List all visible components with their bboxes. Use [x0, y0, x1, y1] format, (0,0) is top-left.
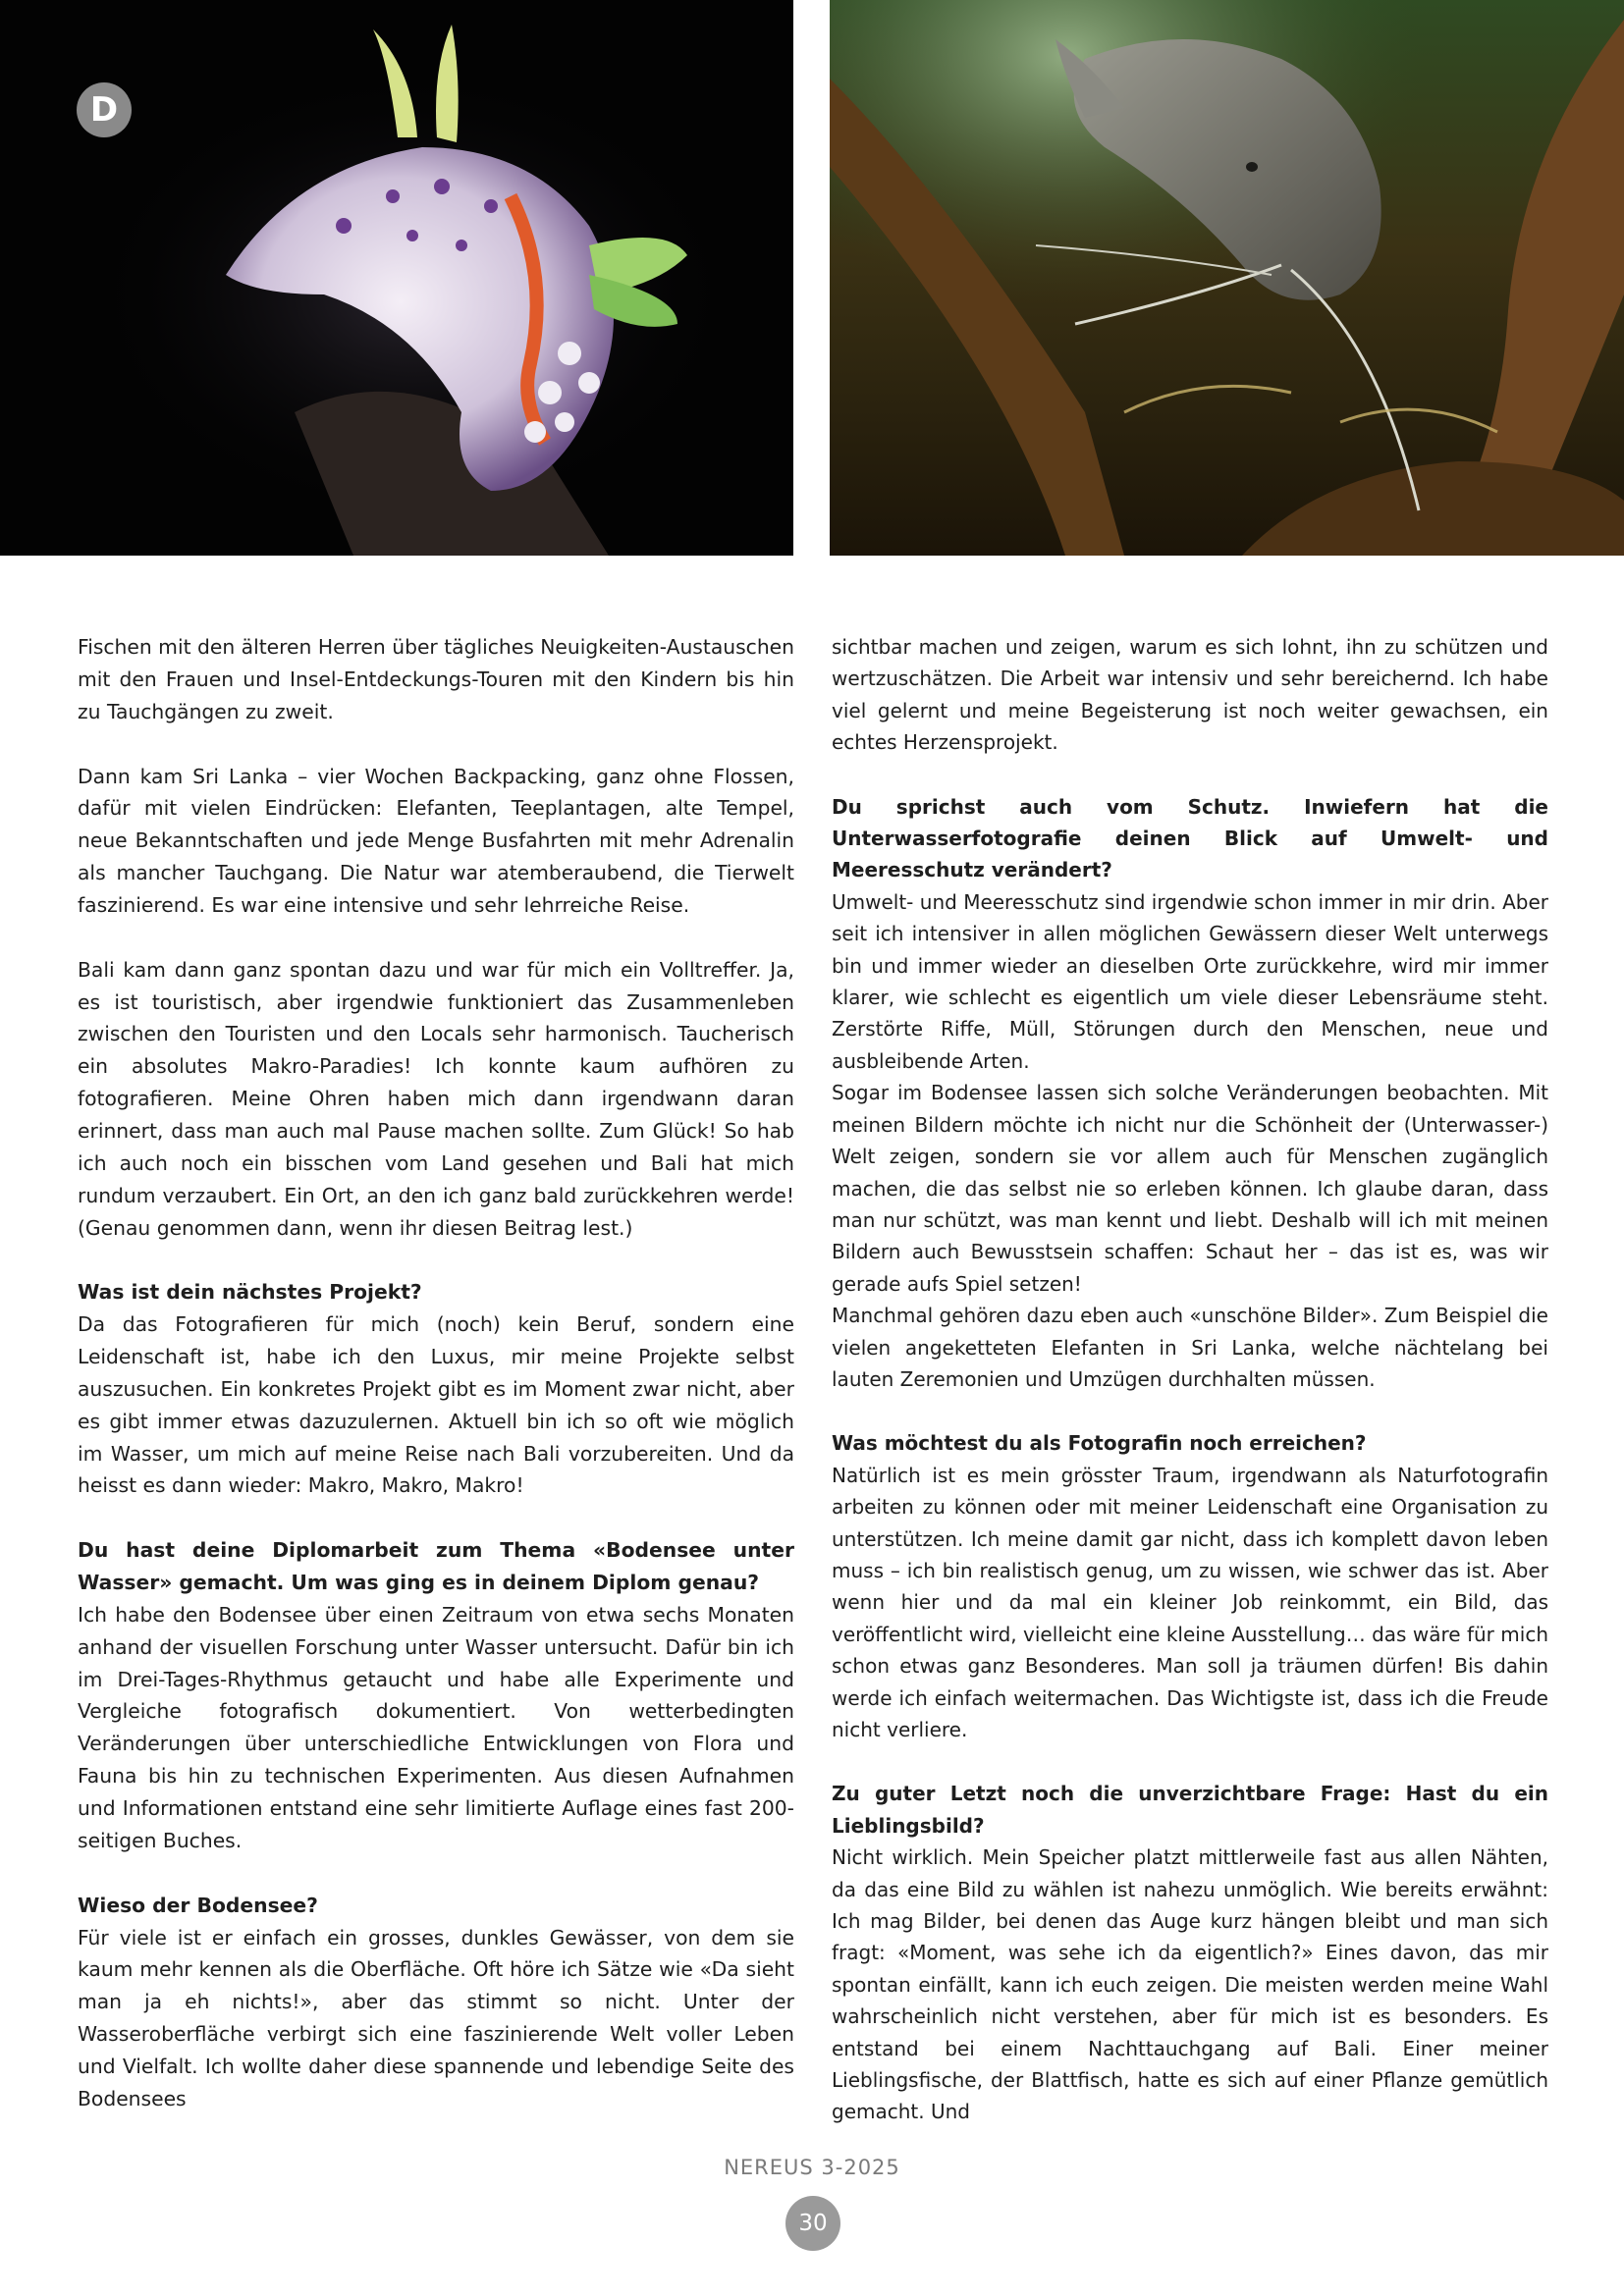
right-text-column [832, 631, 1548, 2128]
interview-answer: Da das Fotografieren für mich (noch) kein Beruf, sondern eine Leidenschaft ist, habe ich den Luxus, mir meine Projekte selbst auszusuchen. Ein konkretes Projekt gibt es im Moment zwar nicht, aber es gibt immer etwas dazuzulernen. Aktuell bin ich so oft wie möglich im Wasser, um mich auf meine Reise nach Bali vorzubereiten. Und da heisst es dann wieder: Makro, Makro, Makro! [78, 1312, 794, 1498]
catfish-photo [830, 0, 1624, 556]
section-badge: D [77, 82, 132, 137]
left-text-column [78, 631, 794, 2115]
nudibranch-photo [0, 0, 793, 556]
interview-answer-continued: Manchmal gehören dazu eben auch «unschöne Bilder». Zum Beispiel die vielen angeketteten Elefanten in Sri Lanka, welche nächtelang bei lauten Zeremonien und Umzügen durchhalten müssen. [832, 1304, 1548, 1391]
interview-question: Zu guter Letzt noch die unverzichtbare Frage: Hast du ein Lieblingsbild? [832, 1782, 1548, 1838]
body-paragraph: Bali kam dann ganz spontan dazu und war für mich ein Volltreffer. Ja, es ist touristisch, aber irgendwie funktioniert das Zusammenleben zwischen den Touristen und den Locals sehr harmonisch. Taucherisch ein absolutes Makro-Paradies! Ich konnte kaum aufhören zu fotografieren. Meine Ohren haben mich dann irgendwann daran erinnert, dass man auch mal Pause machen sollte. Zum Glück! So hab ich auch noch ein bisschen vom Land gesehen und Bali hat mich rundum verzaubert. Ein Ort, an den ich ganz bald zurückkehren werde! (Genau genommen dann, wenn ihr diesen Beitrag lest.) [78, 957, 794, 1240]
catfish-illustration [830, 0, 1624, 556]
interview-answer: Nicht wirklich. Mein Speicher platzt mittlerweile fast aus allen Nähten, da das eine Bild zu wählen ist nahezu unmöglich. Wie bereits erwähnt: Ich mag Bilder, bei denen das Auge kurz hängen bleibt und man sich fragt: «Moment, was sehe ich da eigentlich?» Eines davon, das mir spontan einfällt, kann ich euch zeigen. Die meisten werden meine Wahl wahrscheinlich nicht verstehen, aber für mich ist es besonders. Es entstand bei einem Nachttauchgang auf Bali. Einer meiner Lieblingsfische, der Blattfisch, hatte es sich auf einer Pflanze gemütlich gemacht. Und [832, 1845, 1548, 2124]
interview-question: Du hast deine Diplomarbeit zum Thema «Bodensee unter Wasser» gemacht. Um was ging es in deinem Diplom genau? [78, 1538, 794, 1595]
nudibranch-illustration [0, 0, 793, 556]
interview-question: Du sprichst auch vom Schutz. Inwiefern hat die Unterwasserfotografie deinen Blick auf Umwelt- und Meeresschutz verändert? [832, 794, 1548, 882]
interview-question: Was ist dein nächstes Projekt? [78, 1280, 422, 1305]
interview-block [78, 1276, 794, 1502]
page-number: 30 [785, 2196, 840, 2251]
interview-answer-continued: Sogar im Bodensee lassen sich solche Veränderungen beobachten. Mit meinen Bildern möchte ich nicht nur die Schönheit der (Unterwasser-) Welt zeigen, sondern sie vor allem auch für Menschen zugänglich machen, die das selbst nie so erleben können. Ich glaube daran, dass man nur schützt, was man kennt und liebt. Deshalb will ich mit meinen Bildern auch Bewusstsein schaffen: Schaut her – das ist es, was wir gerade aufs Spiel setzen! [832, 1081, 1548, 1296]
interview-answer: Ich habe den Bodensee über einen Zeitraum von etwa sechs Monaten anhand der visuellen Forschung unter Wasser untersucht. Dafür bin ich im Drei-Tages-Rhythmus getaucht und habe alle Experimente und Vergleiche fotografisch dokumentiert. Von wetterbedingten Veränderungen über unterschiedliche Entwicklungen von Flora und Fauna bis hin zu technischen Experimenten. Aus diesen Aufnahmen und Informationen entstand eine sehr limitierte Auflage eines fast 200-seitigen Buches. [78, 1602, 794, 1852]
body-paragraph: Dann kam Sri Lanka – vier Wochen Backpacking, ganz ohne Flossen, dafür mit vielen Eindrücken: Elefanten, Teeplantagen, alte Tempel, neue Bekanntschaften und jede Menge Busfahrten mit mehr Adrenalin als mancher Tauchgang. Die Natur war atemberaubend, die Tierwelt faszinierend. Es war eine intensive und sehr lehrreiche Reise. [78, 764, 794, 917]
body-paragraph: Fischen mit den älteren Herren über tägliches Neuigkeiten-Austauschen mit den Frauen und Insel-Entdeckungs-Touren mit den Kindern bis hin zu Tauchgängen zu zweit. [78, 635, 794, 723]
interview-question: Was möchtest du als Fotografin noch erreichen? [832, 1431, 1367, 1456]
interview-block [832, 791, 1548, 1396]
body-paragraph: sichtbar machen und zeigen, warum es sich lohnt, ihn zu schützen und wertzuschätzen. Die Arbeit war intensiv und sehr bereichernd. Ich habe viel gelernt und meine Begeisterung ist noch weiter gewachsen, ein echtes Herzensprojekt. [832, 635, 1548, 755]
interview-block [832, 1427, 1548, 1745]
interview-question: Wieso der Bodensee? [78, 1893, 318, 1917]
magazine-issue: NEREUS 3-2025 [724, 2156, 900, 2179]
interview-block [78, 1534, 794, 1856]
interview-answer: Natürlich ist es mein grösster Traum, irgendwann als Naturfotografin arbeiten zu können oder mit meiner Leidenschaft eine Organisation zu unterstützen. Ich meine damit gar nicht, dass ich komplett davon leben muss – ich bin realistisch genug, um zu wissen, wie schwer das ist. Aber wenn hier und da mal ein kleiner Job reinkommt, ein Bild, das veröffentlicht wird, vielleicht eine kleine Ausstellung… das wäre für mich schon etwas ganz Besonderes. Man soll ja träumen dürfen! Bis dahin werde ich einfach weitermachen. Das Wichtigste ist, dass ich die Freude nicht verliere. [832, 1463, 1548, 1741]
interview-block [832, 1778, 1548, 2127]
interview-block [78, 1890, 794, 2115]
interview-answer: Für viele ist er einfach ein grosses, dunkles Gewässer, von dem sie kaum mehr kennen als die Oberfläche. Oft höre ich Sätze wie «Da sieht man ja eh nichts!», aber das stimmt so nicht. Unter der Wasseroberfläche verbirgt sich eine faszinierende Welt voller Leben und Vielfalt. Ich wollte daher diese spannende und lebendige Seite des Bodensees [78, 1925, 794, 2110]
interview-answer: Umwelt- und Meeresschutz sind irgendwie schon immer in mir drin. Aber seit ich intensiver in allen möglichen Gewässern dieser Welt unterwegs bin und immer wieder an dieselben Orte zurückkehre, wird mir immer klarer, wie schlecht es eigentlich um viele dieser Lebensräume steht. Zerstörte Riffe, Müll, Störungen durch den Menschen, neue und ausbleibende Arten. [832, 889, 1548, 1073]
